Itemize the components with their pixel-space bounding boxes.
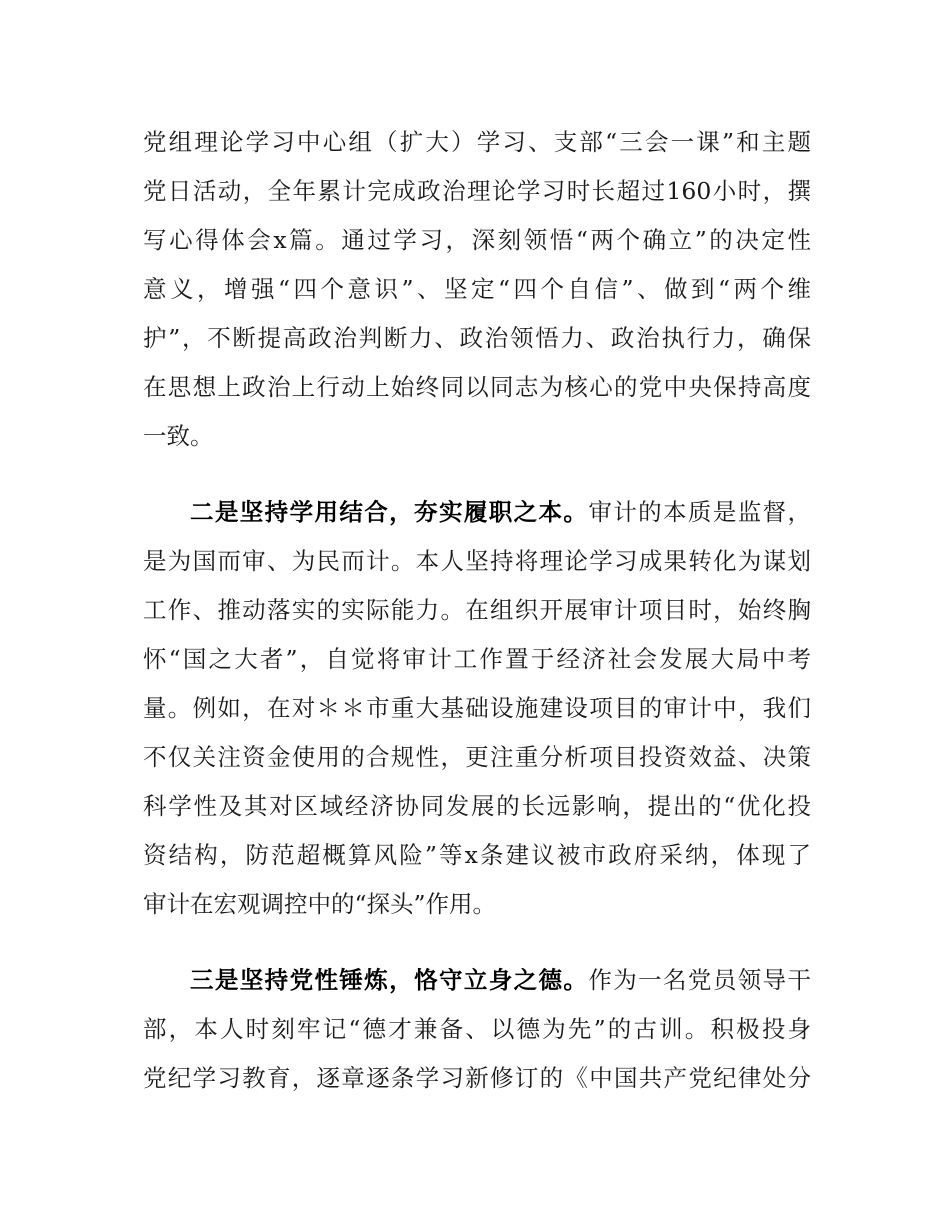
text-line: 在思想上政治上行动上始终同以同志为核心的党中央保持高度	[143, 373, 811, 401]
text-line: 党纪学习教育，逐章逐条学习新修订的《中国共产党纪律处分	[143, 1064, 811, 1092]
text-line: 量。例如，在对＊＊市重大基础设施建设项目的审计中，我们	[143, 694, 811, 722]
text-line: 一致。	[143, 422, 214, 450]
text-line: 意义，增强“四个意识”、坚定“四个自信”、做到“两个维	[143, 275, 811, 303]
text-line: 写心得体会x篇。通过学习，深刻领悟“两个确立”的决定性	[143, 226, 811, 254]
text-line: 资结构，防范超概算风险”等x条建议被市政府采纳，体现了	[143, 841, 811, 869]
paragraph-first-line	[190, 488, 811, 536]
text-line: 党组理论学习中心组（扩大）学习、支部“三会一课”和主题	[143, 128, 811, 156]
text-line: 部，本人时刻牢记“德才兼备、以德为先”的古训。积极投身	[143, 1015, 811, 1043]
paragraph-heading: 三是坚持党性锤炼，恪守立身之德。	[190, 966, 589, 994]
text-line: 护”，不断提高政治判断力、政治领悟力、政治执行力，确保	[143, 324, 811, 352]
text-line: 党日活动，全年累计完成政治理论学习时长超过160小时，撰	[143, 177, 811, 205]
paragraph-heading: 二是坚持学用结合，夯实履职之本。	[190, 498, 589, 526]
text-line: 不仅关注资金使用的合规性，更注重分析项目投资效益、决策	[143, 743, 811, 771]
paragraph-first-line	[190, 956, 811, 1004]
text-line: 审计在宏观调控中的“探头”作用。	[143, 890, 497, 918]
text-run: 作为一名党员领导干	[588, 966, 812, 994]
text-line: 工作、推动落实的实际能力。在组织开展审计项目时，始终胸	[143, 596, 811, 624]
text-line: 科学性及其对区域经济协同发展的长远影响，提出的“优化投	[143, 792, 811, 820]
text-line: 是为国而审、为民而计。本人坚持将理论学习成果转化为谋划	[143, 547, 811, 575]
text-line: 怀“国之大者”，自觉将审计工作置于经济社会发展大局中考	[143, 645, 811, 673]
text-run: 审计的本质是监督，	[588, 498, 812, 526]
